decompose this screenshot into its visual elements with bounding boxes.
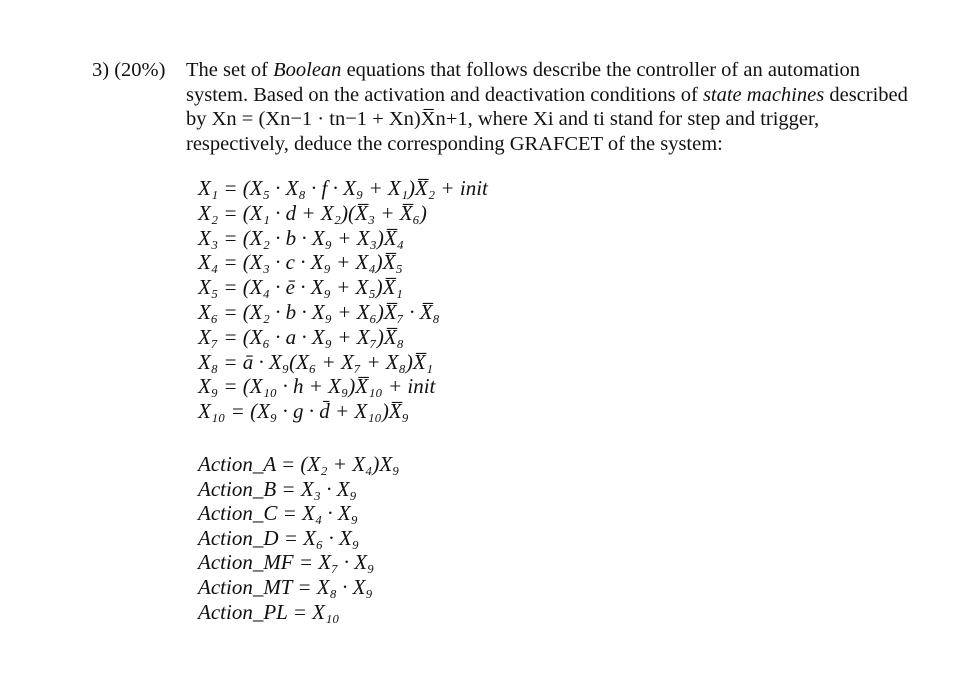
equation-x6: X₆ = (X₂ · b · X₉ + X₆)X̅₇ · X̅₈: [198, 299, 440, 324]
paragraph-line-3: by Xn = (Xn−1 · tn−1 + Xn)X̅n+1, where Xi and ti stand for step and trigger,: [186, 108, 820, 131]
equation-x10: X₁₀ = (X₉ · g · d̄ + X₁₀)X̅₉: [198, 399, 409, 424]
equation-x1: X₁ = (X₅ · X₈ · f · X₉ + X₁)X̅₂ + init: [198, 176, 488, 200]
action-equations: [198, 452, 399, 624]
equation-x3: X₃ = (X₂ · b · X₉ + X₃)X̅₄: [198, 225, 404, 250]
equation-x5: X₅ = (X₄ · ē · X₉ + X₅)X̅₁: [198, 275, 403, 300]
problem-paragraph: [186, 58, 926, 156]
equation-x7: X₇ = (X₆ · a · X₉ + X₇)X̅₈: [198, 324, 404, 349]
action-c: Action_C = X₄ · X₉: [198, 501, 359, 526]
action-pl: Action_PL = X₁₀: [198, 599, 340, 624]
equation-x4: X₄ = (X₃ · c · X₉ + X₄)X̅₅: [198, 250, 403, 275]
problem-number: 3) (20%): [92, 59, 166, 81]
action-mt: Action_MT = X₈ · X₉: [198, 574, 373, 599]
equation-x2: X₂ = (X₁ · d + X₂)(X̅₃ + X̅₆): [198, 200, 427, 225]
paragraph-line-2: system. Based on the activation and deactivation conditions of state machines described: [186, 83, 908, 106]
paragraph-line-1: The set of Boolean equations that follows describe the controller of an automation: [186, 59, 861, 81]
action-a: Action_A = (X₂ + X₄)X₉: [198, 452, 400, 476]
action-d: Action_D = X₆ · X₉: [198, 525, 360, 550]
paragraph-line-4: respectively, deduce the corresponding GRAFCET of the system:: [186, 132, 723, 155]
equation-x9: X₉ = (X₁₀ · h + X₉)X̅₁₀ + init: [198, 374, 436, 399]
action-b: Action_B = X₃ · X₉: [198, 476, 357, 501]
action-mf: Action_MF = X₇ · X₉: [198, 550, 375, 575]
boolean-equations: [198, 176, 488, 424]
equation-x8: X₈ = ā · X₉(X₆ + X₇ + X₈)X̅₁: [198, 349, 434, 374]
